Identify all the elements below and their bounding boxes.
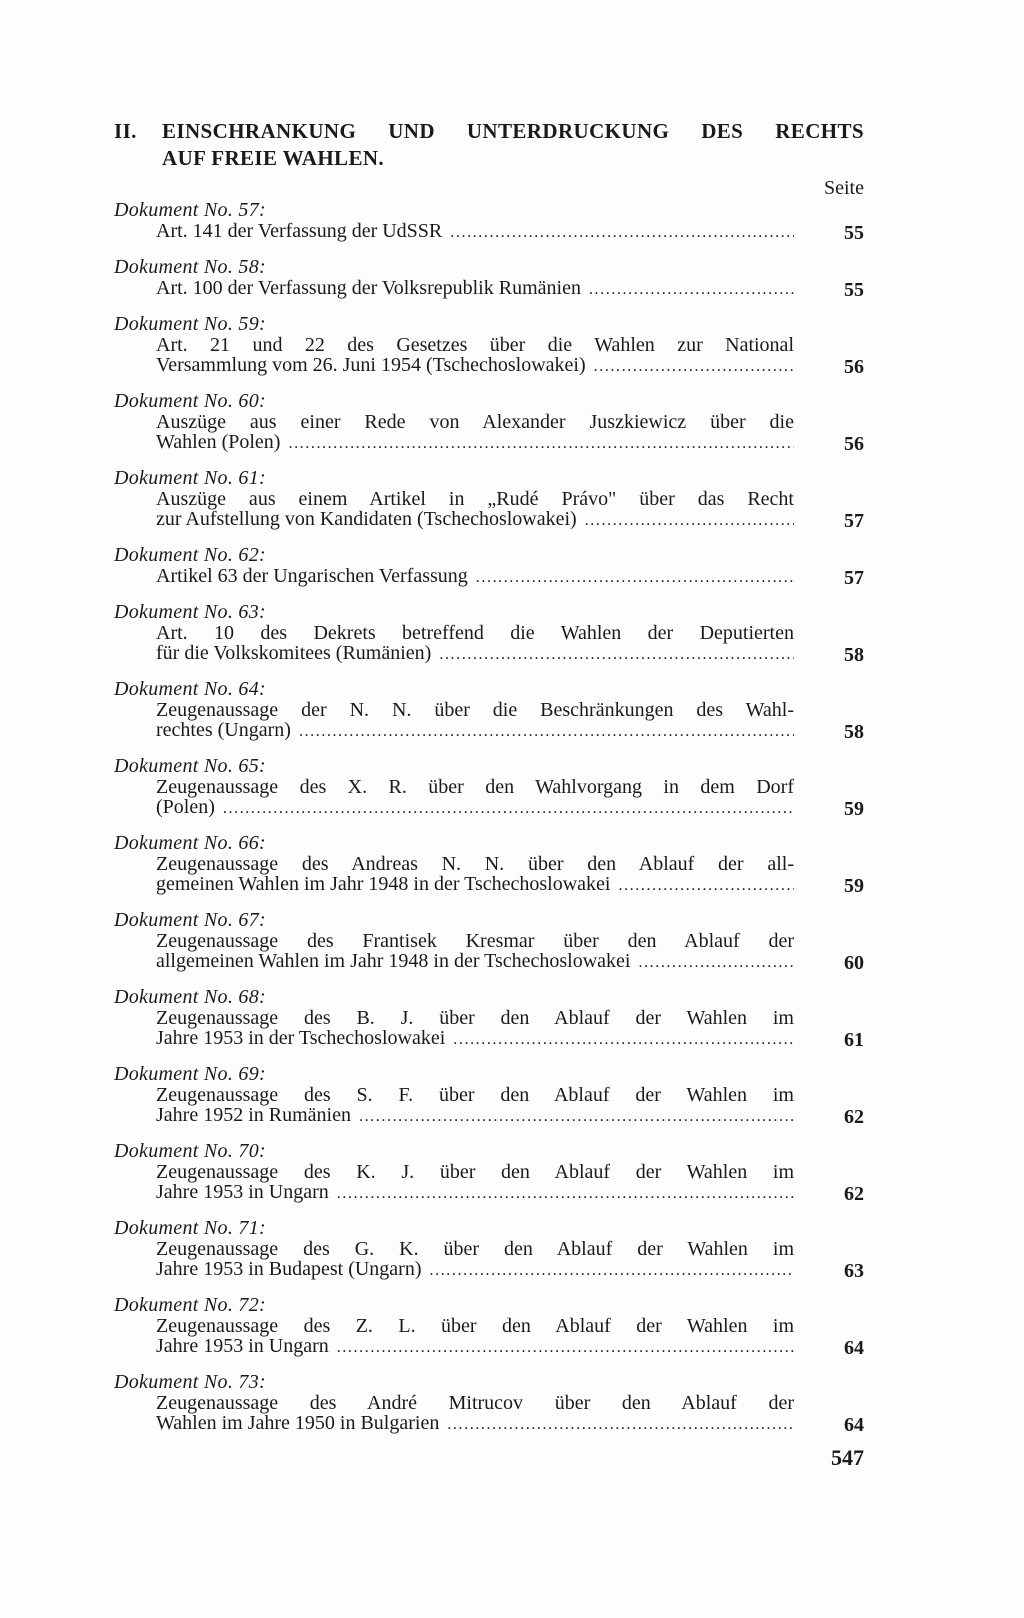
entry-line: Zeugenaussage des K. J. über den Ablauf der Wahlen im — [156, 1161, 794, 1183]
entry-row — [156, 335, 864, 391]
toc-entry — [114, 1372, 864, 1449]
entry-page-number: 55 — [844, 279, 864, 301]
entry-row — [156, 1162, 864, 1218]
toc-entry — [114, 679, 864, 756]
toc-entry — [114, 1218, 864, 1295]
entry-line-text: allgemeinen Wahlen im Jahr 1948 in der Tschechoslowakei — [156, 950, 631, 972]
document-label: Dokument No. 70: — [114, 1140, 266, 1162]
entry-line-text: Versammlung vom 26. Juni 1954 (Tschechoslowakei) — [156, 354, 586, 376]
entry-line: Zeugenaussage des Andreas N. N. über den Ablauf der all- — [156, 853, 794, 875]
entry-line-last — [156, 221, 794, 243]
leader-dots — [439, 645, 794, 665]
toc-entry — [114, 200, 864, 257]
entry-description — [156, 700, 794, 742]
leader-dots — [447, 1415, 794, 1435]
entry-description — [156, 489, 794, 531]
entry-line-last — [156, 566, 794, 588]
toc-entry — [114, 833, 864, 910]
toc-entry — [114, 1295, 864, 1372]
entry-line-text: Art. 141 der Verfassung der UdSSR — [156, 220, 443, 242]
entry-page-number: 63 — [844, 1260, 864, 1282]
entry-page-number: 59 — [844, 798, 864, 820]
document-label: Dokument No. 73: — [114, 1371, 266, 1393]
entry-row — [156, 278, 864, 314]
entry-row — [156, 412, 864, 468]
toc-entry — [114, 756, 864, 833]
section-title — [162, 118, 864, 172]
entry-page-number: 55 — [844, 222, 864, 244]
entry-line-text: (Polen) — [156, 796, 215, 818]
leader-dots — [589, 280, 794, 300]
leader-dots — [453, 1030, 794, 1050]
entry-row — [156, 777, 864, 833]
entry-row — [156, 221, 864, 257]
leader-dots — [359, 1107, 794, 1127]
entry-description — [156, 854, 794, 896]
entry-line-text: rechtes (Ungarn) — [156, 719, 291, 741]
entry-page-number: 61 — [844, 1029, 864, 1051]
entry-row — [156, 1085, 864, 1141]
leader-dots — [430, 1261, 795, 1281]
entry-page-number: 60 — [844, 952, 864, 974]
toc-entries — [114, 200, 864, 1449]
entry-line-text: gemeinen Wahlen im Jahr 1948 in der Tschechoslowakei — [156, 873, 611, 895]
entry-line-last — [156, 278, 794, 300]
entry-line-text: Artikel 63 der Ungarischen Verfassung — [156, 565, 468, 587]
toc-entry — [114, 545, 864, 602]
toc-entry — [114, 314, 864, 391]
page-number: 547 — [831, 1445, 864, 1470]
entry-description — [156, 278, 794, 300]
leader-dots — [337, 1184, 794, 1204]
leader-dots — [223, 799, 794, 819]
section-title-line-1: EINSCHRANKUNG UND UNTERDRUCKUNG DES RECHTS — [162, 119, 864, 143]
entry-description — [156, 1316, 794, 1358]
toc-entry — [114, 1141, 864, 1218]
document-label: Dokument No. 62: — [114, 544, 266, 566]
document-label: Dokument No. 65: — [114, 755, 266, 777]
toc-page — [114, 118, 864, 1449]
entry-line-last — [156, 1413, 794, 1435]
entry-description — [156, 1239, 794, 1281]
entry-line-text: Jahre 1953 in Ungarn — [156, 1335, 329, 1357]
leader-dots — [594, 357, 794, 377]
entry-description — [156, 412, 794, 454]
document-label: Dokument No. 68: — [114, 986, 266, 1008]
leader-dots — [618, 876, 794, 896]
entry-page-number: 64 — [844, 1337, 864, 1359]
entry-line-text: Jahre 1953 in Budapest (Ungarn) — [156, 1258, 422, 1280]
toc-entry — [114, 602, 864, 679]
document-label: Dokument No. 59: — [114, 313, 266, 335]
document-label: Dokument No. 63: — [114, 601, 266, 623]
entry-line: Zeugenaussage des S. F. über den Ablauf der Wahlen im — [156, 1084, 794, 1106]
entry-line-text: zur Aufstellung von Kandidaten (Tschechoslowakei) — [156, 508, 577, 530]
entry-line: Zeugenaussage des B. J. über den Ablauf der Wahlen im — [156, 1007, 794, 1029]
leader-dots — [638, 953, 794, 973]
entry-page-number: 57 — [844, 510, 864, 532]
document-label: Dokument No. 60: — [114, 390, 266, 412]
entry-row — [156, 700, 864, 756]
entry-page-number: 58 — [844, 644, 864, 666]
entry-row — [156, 566, 864, 602]
entry-description — [156, 623, 794, 665]
entry-description — [156, 1393, 794, 1435]
entry-line-last — [156, 1259, 794, 1281]
entry-line-last — [156, 432, 794, 454]
entry-line-last — [156, 951, 794, 973]
entry-row — [156, 854, 864, 910]
section-title-line-2: AUF FREIE WAHLEN. — [162, 146, 385, 170]
entry-line-last — [156, 1105, 794, 1127]
entry-row — [156, 931, 864, 987]
leader-dots — [337, 1338, 794, 1358]
entry-row — [156, 1393, 864, 1449]
toc-entry — [114, 391, 864, 468]
document-label: Dokument No. 69: — [114, 1063, 266, 1085]
entry-line: Auszüge aus einer Rede von Alexander Juszkiewicz über die — [156, 411, 794, 433]
toc-entry — [114, 987, 864, 1064]
document-label: Dokument No. 57: — [114, 199, 266, 221]
leader-dots — [299, 722, 794, 742]
entry-line-last — [156, 797, 794, 819]
entry-row — [156, 1239, 864, 1295]
leader-dots — [476, 568, 794, 588]
entry-page-number: 62 — [844, 1106, 864, 1128]
entry-line: Zeugenaussage des Z. L. über den Ablauf der Wahlen im — [156, 1315, 794, 1337]
entry-line-last — [156, 355, 794, 377]
document-label: Dokument No. 61: — [114, 467, 266, 489]
entry-line-last — [156, 509, 794, 531]
entry-line-text: Wahlen im Jahre 1950 in Bulgarien — [156, 1412, 440, 1434]
entry-line-last — [156, 1182, 794, 1204]
entry-line-last — [156, 874, 794, 896]
entry-line: Zeugenaussage des G. K. über den Ablauf der Wahlen im — [156, 1238, 794, 1260]
leader-dots — [288, 434, 794, 454]
entry-line-last — [156, 643, 794, 665]
entry-page-number: 64 — [844, 1414, 864, 1436]
document-label: Dokument No. 72: — [114, 1294, 266, 1316]
entry-row — [156, 1008, 864, 1064]
entry-line: Zeugenaussage der N. N. über die Beschränkungen des Wahl- — [156, 699, 794, 721]
entry-line-text: Art. 100 der Verfassung der Volksrepublik Rumänien — [156, 277, 581, 299]
entry-line-text: Jahre 1953 in Ungarn — [156, 1181, 329, 1203]
document-label: Dokument No. 64: — [114, 678, 266, 700]
entry-row — [156, 489, 864, 545]
entry-line-text: Jahre 1952 in Rumänien — [156, 1104, 351, 1126]
entry-row — [156, 1316, 864, 1372]
entry-description — [156, 1008, 794, 1050]
toc-entry — [114, 257, 864, 314]
section-heading — [114, 118, 864, 172]
entry-line-text: Jahre 1953 in der Tschechoslowakei — [156, 1027, 446, 1049]
entry-line-text: für die Volkskomitees (Rumänien) — [156, 642, 432, 664]
entry-line: Auszüge aus einem Artikel in „Rudé Právo" über das Recht — [156, 488, 794, 510]
entry-line: Zeugenaussage des André Mitrucov über den Ablauf der — [156, 1392, 794, 1414]
document-label: Dokument No. 71: — [114, 1217, 266, 1239]
document-label: Dokument No. 66: — [114, 832, 266, 854]
entry-page-number: 57 — [844, 567, 864, 589]
entry-line-last — [156, 720, 794, 742]
page-column-header: Seite — [824, 177, 864, 199]
entry-description — [156, 1162, 794, 1204]
entry-row — [156, 623, 864, 679]
document-label: Dokument No. 67: — [114, 909, 266, 931]
section-number: II. — [114, 119, 137, 143]
entry-description — [156, 777, 794, 819]
entry-description — [156, 335, 794, 377]
entry-page-number: 56 — [844, 433, 864, 455]
toc-entry — [114, 468, 864, 545]
entry-page-number: 58 — [844, 721, 864, 743]
entry-description — [156, 221, 794, 243]
entry-line: Zeugenaussage des Frantisek Kresmar über den Ablauf der — [156, 930, 794, 952]
entry-line: Zeugenaussage des X. R. über den Wahlvorgang in dem Dorf — [156, 776, 794, 798]
entry-line-text: Wahlen (Polen) — [156, 431, 281, 453]
leader-dots — [585, 511, 794, 531]
entry-line-last — [156, 1336, 794, 1358]
leader-dots — [450, 223, 794, 243]
entry-page-number: 62 — [844, 1183, 864, 1205]
toc-entry — [114, 910, 864, 987]
entry-line-last — [156, 1028, 794, 1050]
document-label: Dokument No. 58: — [114, 256, 266, 278]
entry-line: Art. 10 des Dekrets betreffend die Wahlen der Deputierten — [156, 622, 794, 644]
entry-description — [156, 566, 794, 588]
entry-page-number: 56 — [844, 356, 864, 378]
entry-description — [156, 1085, 794, 1127]
entry-line: Art. 21 und 22 des Gesetzes über die Wahlen zur National — [156, 334, 794, 356]
toc-entry — [114, 1064, 864, 1141]
entry-page-number: 59 — [844, 875, 864, 897]
entry-description — [156, 931, 794, 973]
